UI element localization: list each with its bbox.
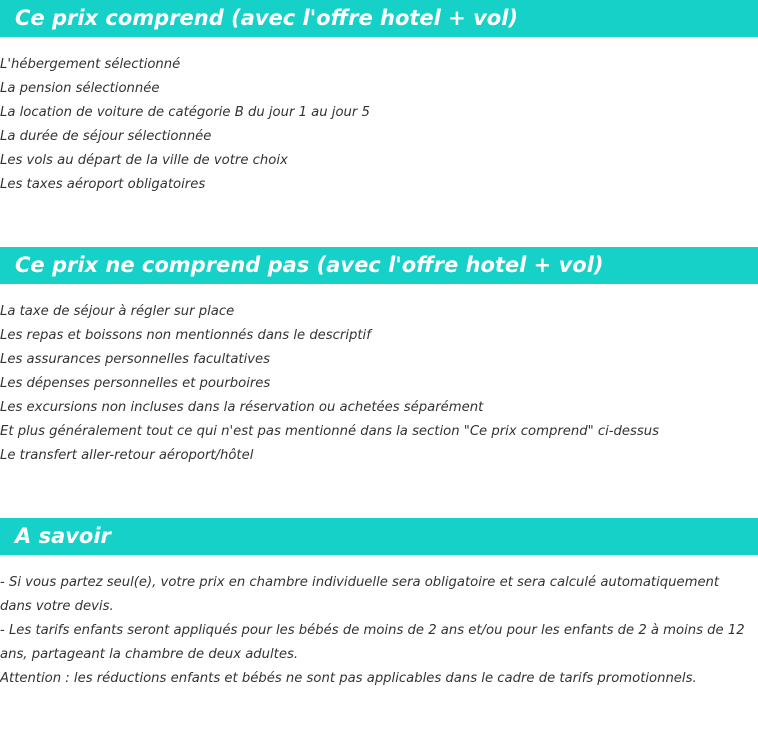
list-item: La location de voiture de catégorie B du jour 1 au jour 5: [0, 105, 370, 120]
includes-list: [0, 53, 752, 197]
info-text: [0, 571, 752, 691]
list-item: Les assurances personnelles facultatives: [0, 352, 271, 367]
info-paragraph: - Les tarifs enfants seront appliqués pour les bébés de moins de 2 ans et/ou pour les enfants de 2 à moins de 12 ans, partageant la chambre de deux adultes.: [0, 623, 745, 662]
info-paragraph: - Si vous partez seul(e), votre prix en chambre individuelle sera obligatoire et sera calculé automatiquement dans votre devis.: [0, 575, 720, 614]
info-paragraph: Attention : les réductions enfants et bébés ne sont pas applicables dans le cadre de tarifs promotionnels.: [0, 671, 697, 686]
list-item: Les repas et boissons non mentionnés dans le descriptif: [0, 328, 371, 343]
list-item: Les dépenses personnelles et pourboires: [0, 376, 271, 391]
list-item: Les excursions non incluses dans la réservation ou achetées séparément: [0, 400, 484, 415]
list-item: Les vols au départ de la ville de votre choix: [0, 153, 288, 168]
section-title-excludes: Ce prix ne comprend pas (avec l'offre hotel + vol): [0, 247, 758, 284]
list-item: Le transfert aller-retour aéroport/hôtel: [0, 448, 254, 463]
section-title-includes: Ce prix comprend (avec l'offre hotel + vol): [0, 0, 758, 37]
excludes-list: [0, 300, 752, 468]
section-title-info: A savoir: [0, 518, 758, 555]
list-item: La taxe de séjour à régler sur place: [0, 304, 235, 319]
list-item: La pension sélectionnée: [0, 81, 160, 96]
list-item: Les taxes aéroport obligatoires: [0, 177, 206, 192]
list-item: L'hébergement sélectionné: [0, 57, 181, 72]
list-item: Et plus généralement tout ce qui n'est pas mentionné dans la section "Ce prix comprend" ci-dessus: [0, 424, 659, 439]
list-item: La durée de séjour sélectionnée: [0, 129, 212, 144]
